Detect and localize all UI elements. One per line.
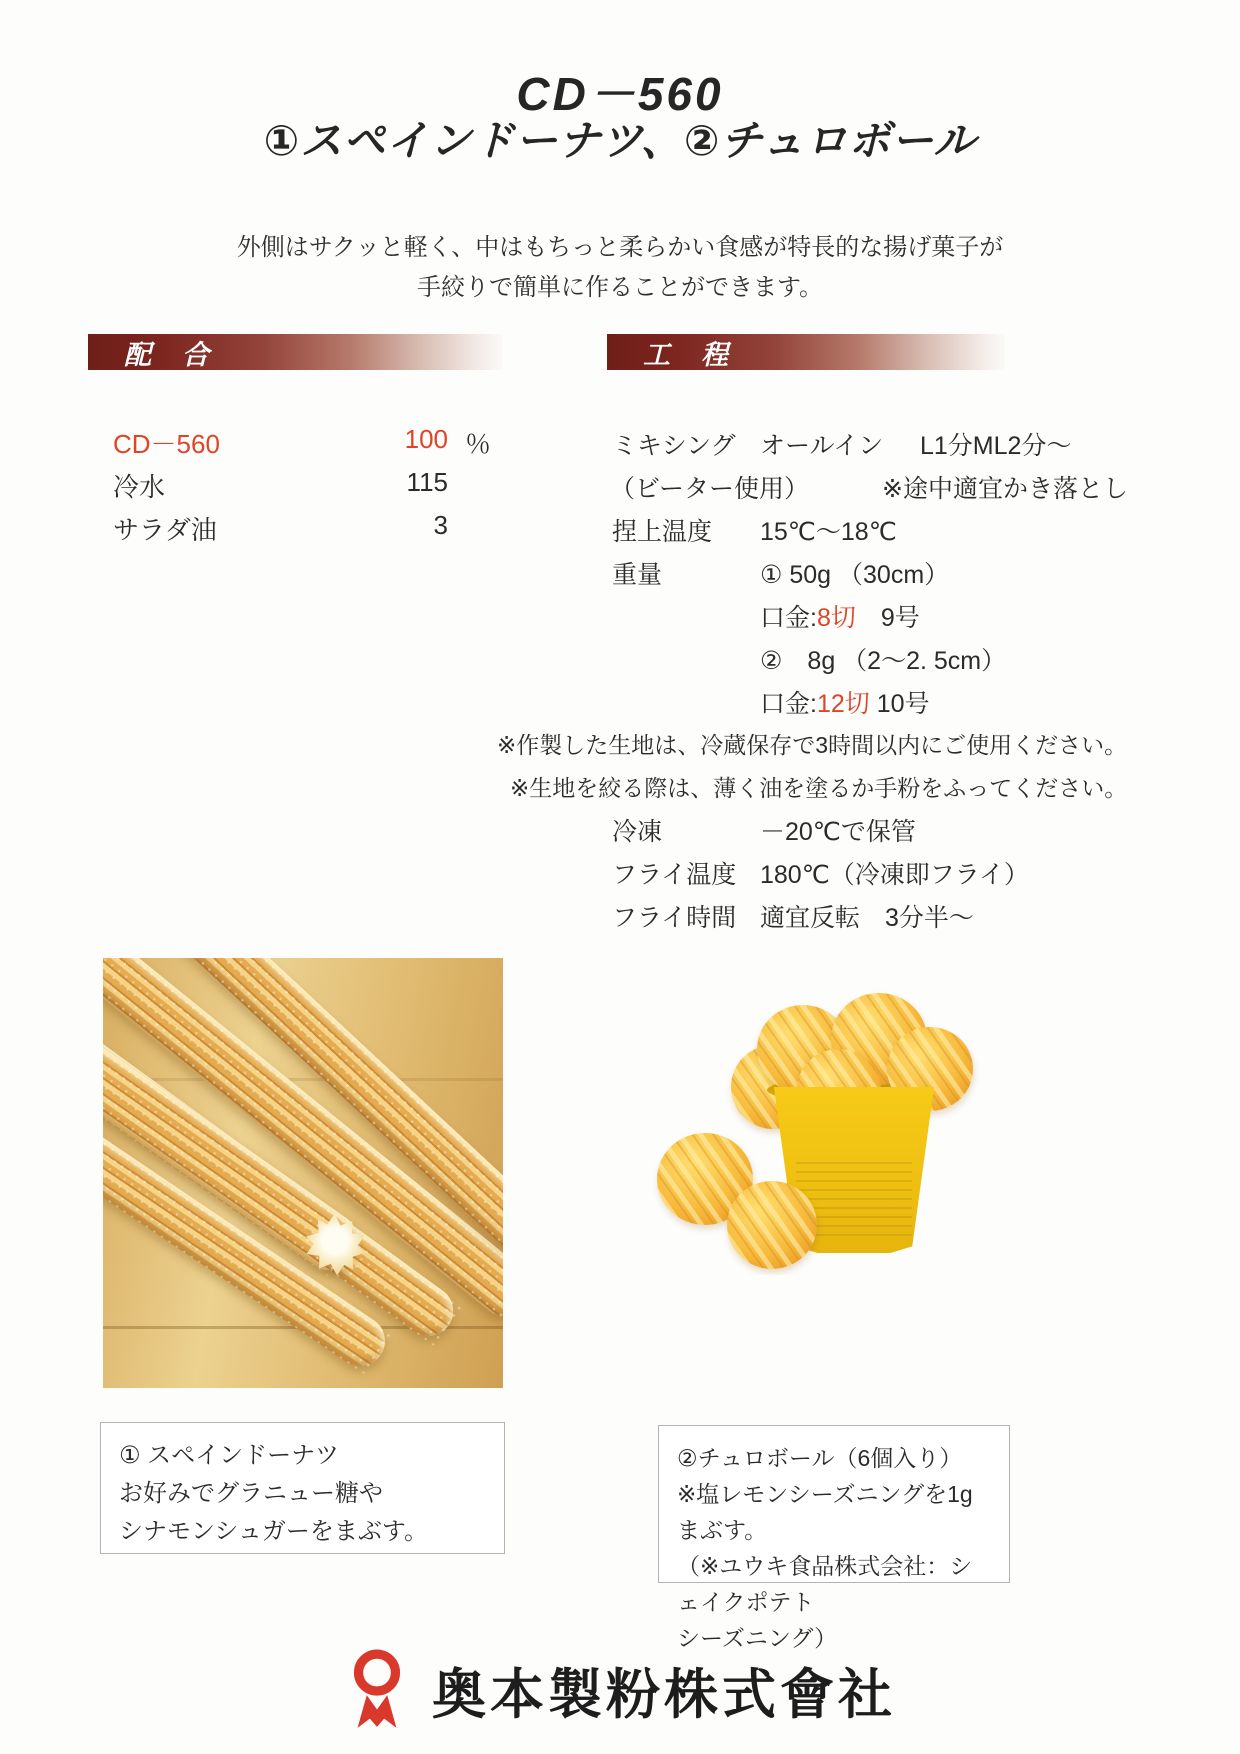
company-logo (0, 1648, 1240, 1732)
caption-line: （※ユウキ食品株式会社：シェイクポテト (677, 1553, 973, 1615)
process-fry-time-value: 適宜反転 3分半～ (760, 904, 974, 932)
nozzle-suffix: 10号 (869, 690, 930, 718)
product-description (0, 228, 1240, 308)
caption-line: シナモンシュガーをまぶす。 (119, 1518, 428, 1545)
process-knead-temp-label: 捏上温度 (612, 518, 713, 546)
caption-line: ① スペインドーナツ (119, 1442, 339, 1469)
formulation-header-bar (88, 334, 503, 370)
caption-box-churro-ball (658, 1425, 1010, 1651)
process-note-1: ※作製した生地は、冷蔵保存で3時間以内にご使用ください。 (497, 732, 1128, 758)
process-nozzle2 (760, 684, 930, 720)
process-nozzle1 (760, 598, 920, 634)
process-freeze-value: －20℃で保管 (760, 818, 916, 846)
product-code-title: CD－560 (516, 68, 724, 120)
process-header-label: 工 程 (643, 339, 730, 370)
ingredient-amount: 100 (404, 424, 448, 454)
nozzle-prefix: 口金: (760, 690, 817, 718)
process-header-bar (607, 334, 1005, 370)
company-name: 奥本製粉株式會社 (432, 1664, 896, 1725)
spain-doughnut-photo (103, 958, 503, 1388)
process-weight-item1: ① 50g （30cm） (760, 561, 950, 589)
ingredient-unit: ％ (465, 429, 492, 459)
process-weight-label: 重量 (612, 561, 663, 589)
process-fry-temp-value: 180℃（冷凍即フライ） (760, 861, 1030, 889)
ingredient-name: 冷水 (113, 472, 166, 502)
process-fry-time-label: フライ時間 (612, 904, 737, 932)
ingredient-amount: 3 (433, 510, 448, 540)
process-beater-label: （ビーター使用） (610, 475, 810, 503)
wood-plank-line (103, 1078, 503, 1081)
process-mixing-method: オールイン (760, 432, 884, 460)
churro-ball-photo (635, 975, 1015, 1275)
description-line-2: 手絞りで簡単に作ることができます。 (416, 274, 824, 301)
nozzle-prefix: 口金: (760, 604, 817, 632)
product-name-title: ①スペインドーナツ、②チュロボール (263, 117, 977, 164)
caption-box-spain-doughnut (100, 1422, 505, 1554)
process-fry-temp-label: フライ温度 (612, 861, 737, 889)
ingredient-amount: 115 (406, 467, 448, 497)
caption-line: ※塩レモンシーズニングを1gまぶす。 (677, 1481, 973, 1543)
process-note-2: ※生地を絞る際は、薄く油を塗るか手粉をふってください。 (510, 775, 1128, 801)
churro-ball (727, 1181, 817, 1269)
nozzle-size-red: 8切 (816, 604, 856, 632)
ingredient-name: CD－560 (113, 429, 220, 459)
nozzle-size-red: 12切 (816, 690, 870, 718)
ingredient-name: サラダ油 (113, 515, 217, 545)
caption-line: ②チュロボール（6個入り） (677, 1445, 963, 1471)
caption-line: シーズニング） (677, 1625, 838, 1651)
process-freeze-label: 冷凍 (612, 818, 663, 846)
formulation-header-label: 配 合 (124, 339, 211, 370)
process-beater-note: ※途中適宜かき落とし (882, 475, 1128, 503)
medal-ribbon-icon (344, 1648, 410, 1732)
nozzle-suffix: 9号 (855, 604, 920, 632)
process-mixing-label: ミキシング (612, 432, 736, 460)
process-knead-temp-value: 15℃～18℃ (760, 518, 897, 546)
process-mixing-time: L1分ML2分～ (920, 432, 1072, 460)
description-line-1: 外側はサクッと軽く、中はもちっと柔らかい食感が特長的な揚げ菓子が (236, 234, 1004, 261)
caption-line: お好みでグラニュー糖や (119, 1480, 383, 1507)
process-weight-item2: ② 8g （2～2. 5cm） (760, 647, 1007, 675)
